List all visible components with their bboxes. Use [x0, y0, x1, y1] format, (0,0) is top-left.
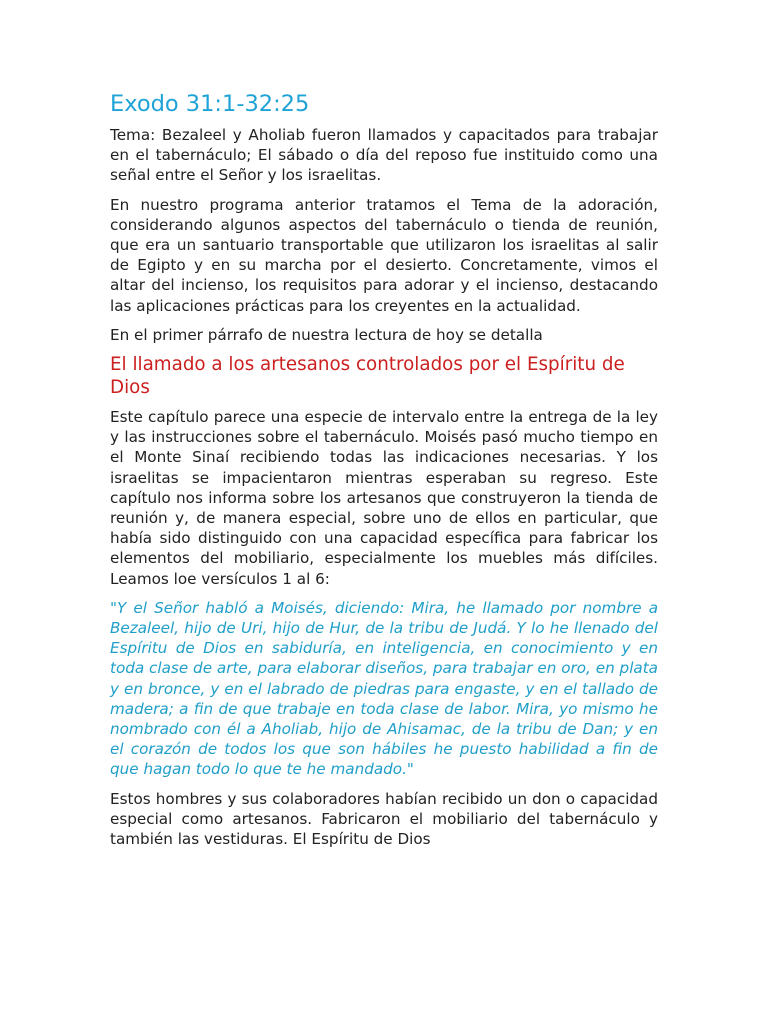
section-heading: El llamado a los artesanos controlados por el Espíritu de Dios: [110, 354, 625, 398]
closing-paragraph: Estos hombres y sus colaboradores habían recibido un don o capacidad especial como artesanos. Fabricaron el mobiliario del tabernáculo y también las vestiduras. El Espíritu de Dios: [110, 789, 658, 849]
reading-intro-paragraph: En el primer párrafo de nuestra lectura de hoy se detalla: [110, 325, 543, 344]
scripture-quote: "Y el Señor habló a Moisés, diciendo: Mira, he llamado por nombre a Bezaleel, hijo de Uri, hijo de Hur, de la tribu de Judá. Y lo he llenado del Espíritu de Dios en sabiduría, en inteligencia, en conocimiento y en toda clase de arte, para elaborar diseños, para trabajar en oro, en plata y en bronce, y en el labrado de piedras para engaste, y en el tallado de madera; a fin de que trabaje en toda clase de labor. Mira, yo mismo he nombrado con él a Aholiab, hijo de Ahisamac, de la tribu de Dan; y en el corazón de todos los que son hábiles he puesto habilidad a fin de que hagan todo lo que te he mandado.": [110, 598, 658, 779]
chapter-paragraph: Este capítulo parece una especie de intervalo entre la entrega de la ley y las instrucciones sobre el tabernáculo. Moisés pasó mucho tiempo en el Monte Sinaí recibiendo todas las indicaciones necesarias. Y los israelitas se impacientaron mientras esperaban su regreso. Este capítulo nos informa sobre los artesanos que construyeron la tienda de reunión y, de manera especial, sobre uno de ellos en particular, que había sido distinguido con una capacidad específica para fabricar los elementos del mobiliario, especialmente los muebles más difíciles. Leamos loe versículos 1 al 6:: [110, 408, 658, 588]
document-page: [110, 86, 658, 858]
intro-paragraph: En nuestro programa anterior tratamos el Tema de la adoración, considerando algunos aspectos del tabernáculo o tienda de reunión, que era un santuario transportable que utilizaron los israelitas al salir de Egipto y en su marcha por el desierto. Concretamente, vimos el altar del incienso, los requisitos para adorar y el incienso, destacando las aplicaciones prácticas para los creyentes en la actualidad.: [110, 195, 658, 315]
theme-paragraph: Tema: Bezaleel y Aholiab fueron llamados y capacitados para trabajar en el tabernáculo; El sábado o día del reposo fue instituido como una señal entre el Señor y los israelitas.: [110, 126, 658, 185]
document-title: Exodo 31:1-32:25: [110, 91, 310, 117]
